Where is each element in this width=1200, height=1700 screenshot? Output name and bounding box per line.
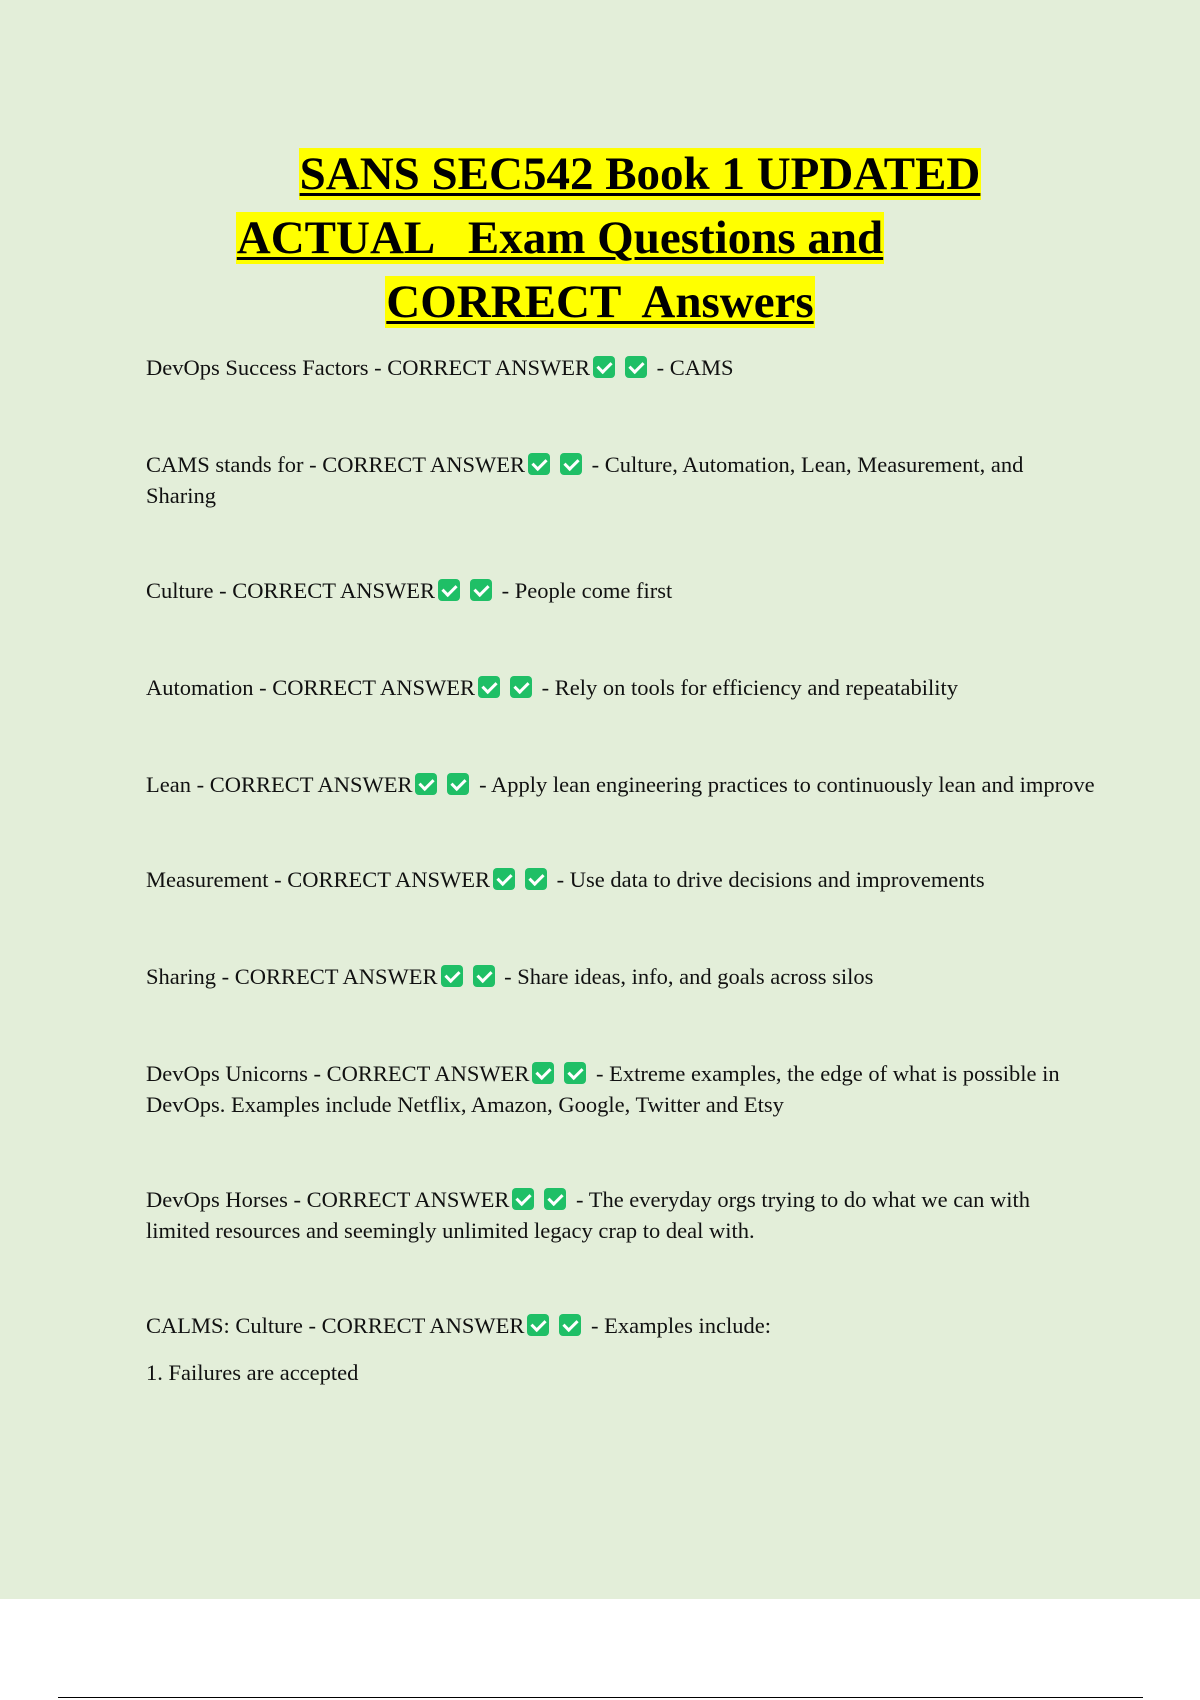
check-mark-icon [593,356,615,378]
title-line-3: CORRECT Answers [386,276,814,328]
qa-marker: CORRECT ANSWER [287,867,490,892]
check-mark-icon [532,1062,554,1084]
qa-item: Automation - CORRECT ANSWER - Rely on tools for efficiency and repeatability [146,675,958,700]
check-mark-icon [527,1314,549,1336]
qa-marker: CORRECT ANSWER [272,675,475,700]
qa-item: DevOps Horses - CORRECT ANSWER - The everyday orgs trying to do what we can with limited resources and seemingly unlimited legacy crap to deal with. [146,1187,1031,1243]
qa-term: DevOps Unicorns [146,1061,308,1086]
check-mark-icon [470,579,492,601]
qa-marker: CORRECT ANSWER [232,578,435,603]
qa-item: DevOps Success Factors - CORRECT ANSWER - CAMS [146,355,734,380]
qa-answer: Examples include: [604,1313,771,1338]
check-mark-icon [447,773,469,795]
check-mark-icon [512,1188,534,1210]
qa-term: Automation [146,675,254,700]
qa-marker: CORRECT ANSWER [322,452,526,477]
check-mark-icon [528,453,550,475]
qa-answer: The everyday orgs trying to do what we can with limited resources and seemingly unlimited legacy crap to deal with. [146,1187,1031,1243]
qa-marker: CORRECT ANSWER [234,964,438,989]
qa-item: Lean - CORRECT ANSWER - Apply lean engineering practices to continuously lean and improve [146,772,1095,797]
qa-answer: Rely on tools for efficiency and repeatability [554,675,958,700]
qa-item: Sharing - CORRECT ANSWER - Share ideas, info, and goals across silos [146,964,874,989]
qa-item: DevOps Unicorns - CORRECT ANSWER - Extreme examples, the edge of what is possible in DevOps. Examples include Netflix, Amazon, Google, Twitter and Etsy [146,1061,1060,1117]
check-mark-icon [478,676,500,698]
check-mark-icon [510,676,532,698]
qa-term: Measurement [146,867,269,892]
qa-term: DevOps Success Factors [146,355,369,380]
qa-term: Lean [146,772,191,797]
qa-marker: CORRECT ANSWER [326,1061,530,1086]
qa-answer: Apply lean engineering practices to continuously lean and improve [490,772,1095,797]
title-line-1: SANS SEC542 Book 1 UPDATED [299,148,981,200]
qa-answer: People come first [514,578,673,603]
qa-marker: CORRECT ANSWER [321,1313,525,1338]
list-item: 1. Failures are accepted [146,1360,359,1385]
check-mark-icon [625,356,647,378]
qa-answer: Extreme examples, the edge of what is possible in DevOps. Examples include Netflix, Amazon, Google, Twitter and Etsy [146,1061,1060,1117]
qa-item: Measurement - CORRECT ANSWER - Use data to drive decisions and improvements [146,867,985,892]
check-mark-icon [438,579,460,601]
qa-item: CAMS stands for - CORRECT ANSWER - Culture, Automation, Lean, Measurement, and Sharing [146,452,1024,508]
check-mark-icon [441,965,463,987]
qa-list [146,352,1096,1388]
qa-term: Sharing [146,964,216,989]
qa-answer: Culture, Automation, Lean, Measurement, and Sharing [146,452,1024,508]
document-title [0,142,1200,334]
title-line-2: ACTUAL Exam Questions and [236,212,884,264]
check-mark-icon [544,1188,566,1210]
check-mark-icon [560,453,582,475]
qa-item: Culture - CORRECT ANSWER - People come first [146,578,673,603]
qa-answer: Share ideas, info, and goals across silos [517,964,874,989]
check-mark-icon [473,965,495,987]
qa-marker: CORRECT ANSWER [306,1187,510,1212]
check-mark-icon [559,1314,581,1336]
qa-marker: CORRECT ANSWER [209,772,413,797]
qa-term: CALMS: Culture [146,1313,303,1338]
qa-term: Culture [146,578,214,603]
qa-term: CAMS stands for [146,452,304,477]
qa-term: DevOps Horses [146,1187,288,1212]
check-mark-icon [415,773,437,795]
qa-item: CALMS: Culture - CORRECT ANSWER - Examples include: [146,1313,771,1338]
check-mark-icon [525,868,547,890]
qa-marker: CORRECT ANSWER [387,355,590,380]
qa-answer: Use data to drive decisions and improvements [569,867,985,892]
check-mark-icon [493,868,515,890]
check-mark-icon [564,1062,586,1084]
qa-answer: CAMS [669,355,734,380]
footer-divider [58,1697,1143,1698]
